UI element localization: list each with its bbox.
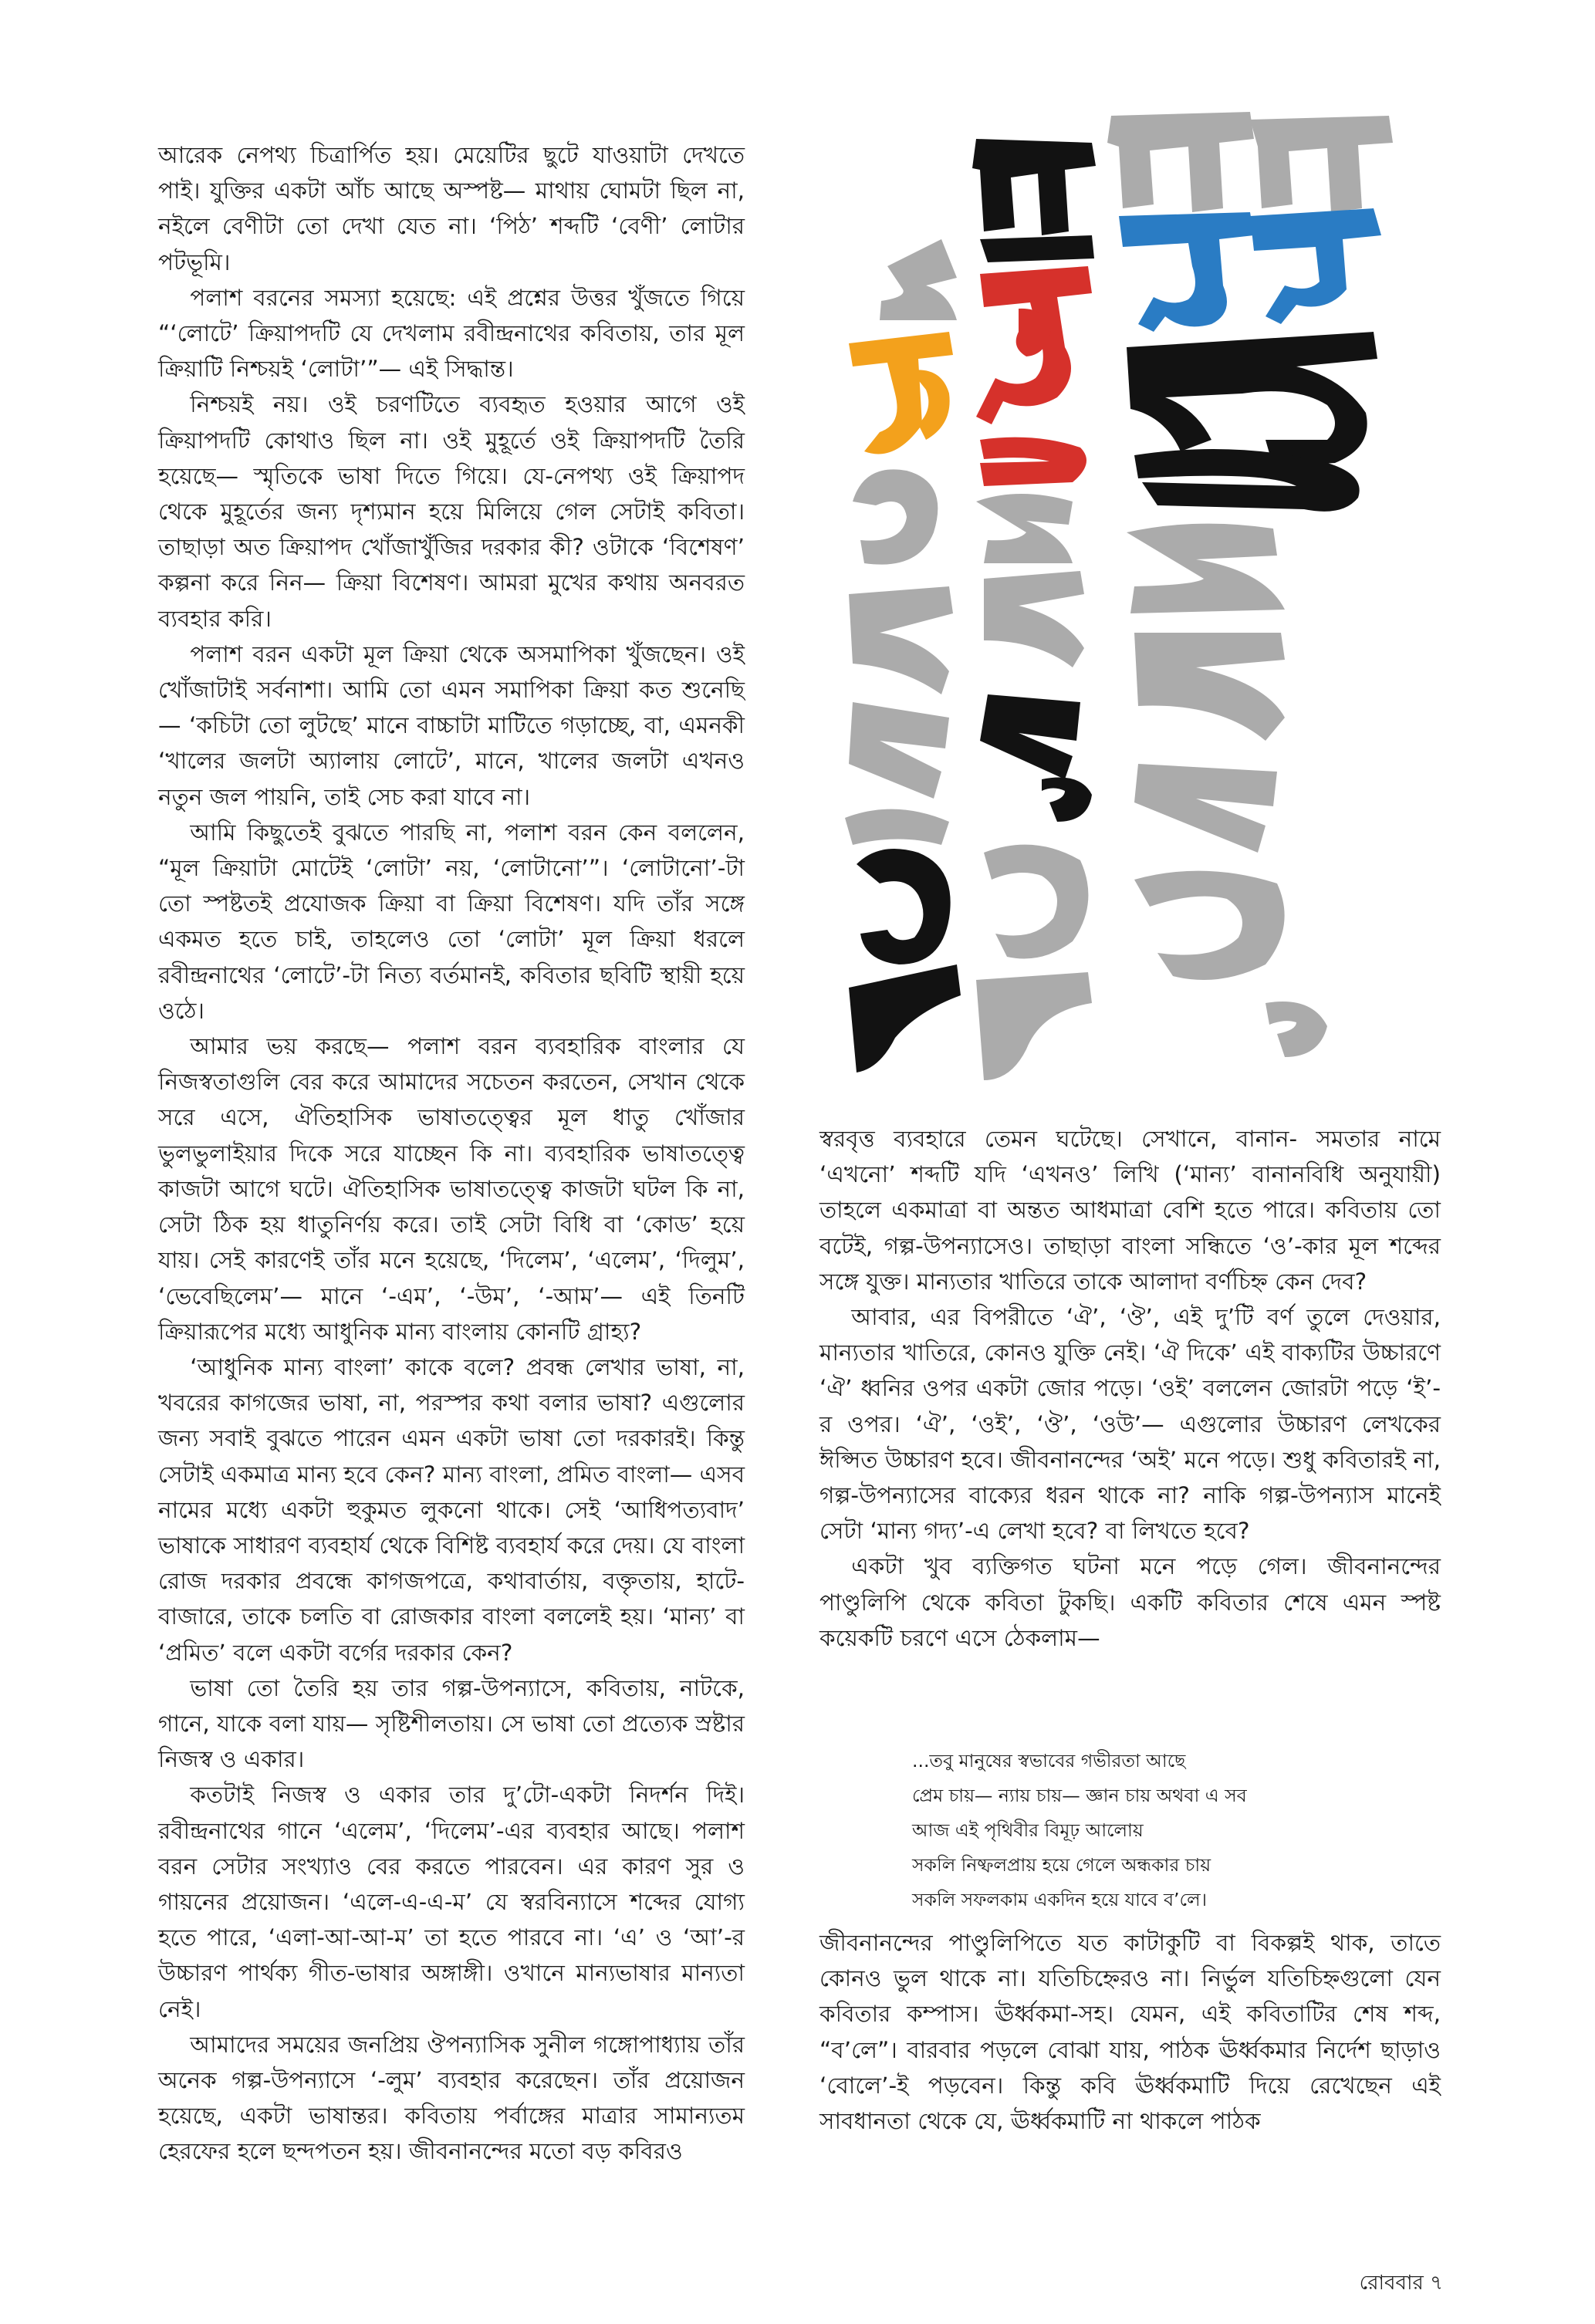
red-letter-stroke bbox=[980, 437, 1086, 486]
grey-letter-stroke bbox=[880, 239, 957, 320]
grey-letter-stroke bbox=[976, 494, 1073, 563]
grey-letter-stroke bbox=[984, 845, 1088, 959]
black-letter-stroke bbox=[849, 964, 961, 1072]
black-letter-stroke bbox=[972, 139, 1096, 235]
grey-letter-stroke bbox=[1134, 633, 1285, 741]
grey-letter-stroke bbox=[1134, 764, 1277, 853]
poem-line: সকলি নিষ্ফলপ্রায় হয়ে গেলে অন্ধকার চায় bbox=[912, 1854, 1211, 1876]
grey-letter-stroke bbox=[1127, 524, 1285, 613]
grey-letter-stroke bbox=[984, 571, 1084, 667]
black-letter-stroke bbox=[980, 235, 1094, 262]
paragraph: জীবনানন্দের পাণ্ডুলিপিতে যত কাটাকুটি বা বিকল্পই থাক, তাতে কোনও ভুল থাকে না। যতিচিহ্নেরও না। নির্ভুল যতিচিহ্নগুলো যেন কবিতার কম্পাস। ঊর্ধ্বকমা-সহ। যেমন, এই কবিতাটির শেষ শব্দ, “ব’লে”। বারবার পড়লে বোঝা যায়, পাঠক ঊর্ধ্বকমার নির্দেশ ছাড়াও ‘বোলে’-ই পড়বেন। কিন্তু কবি ঊর্ধ্বকমাটি দিয়ে রেখেছেন এই সাবধানতা থেকে যে, ঊর্ধ্বকমাটি না থাকলে পাঠক bbox=[819, 1930, 1441, 2135]
paragraph: আমি কিছুতেই বুঝতে পারছি না, পলাশ বরন কেন বললেন, “মূল ক্রিয়াটা মোটেই ‘লোটা’ নয়, ‘লোটানো’”। ‘লোটানো’-টা তো স্পষ্টতই প্রযোজক ক্রিয়া বা ক্রিয়া বিশেষণ। যদি তাঁর সঙ্গে একমত হতে চাই, তাহলেও তো ‘লোটা’ মূল ক্রিয়া ধরলে রবীন্দ্রনাথের ‘লোটে’-টা নিত্য বর্তমানই, কবিতার ছবিটি স্থায়ী হয়ে ওঠে। bbox=[158, 819, 745, 1024]
paragraph: নিশ্চয়ই নয়। ওই চরণটিতে ব্যবহৃত হওয়ার আগে ওই ক্রিয়াপদটি কোথাও ছিল না। ওই মুহূর্তে ওই ক্রিয়াপদটি তৈরি হয়েছে— স্মৃতিকে ভাষা দিতে গিয়ে। যে-নেপথ্য ওই ক্রিয়াপদ থেকে মুহূর্তের জন্য দৃশ্যমান হয়ে মিলিয়ে গেল সেটাই কবিতা। তাছাড়া অত ক্রিয়াপদ খোঁজাখুঁজির দরকার কী? ওটাকে ‘বিশেষণ’ কল্পনা করে নিন— ক্রিয়া বিশেষণ। আমরা মুখের কথায় অনবরত ব্যবহার করি। bbox=[158, 391, 745, 632]
grey-letter-stroke bbox=[1134, 871, 1285, 980]
grey-letter-stroke bbox=[849, 586, 953, 694]
right-column-top bbox=[819, 1121, 1441, 1656]
grey-letter-stroke bbox=[853, 469, 938, 564]
paragraph: ভাষা তো তৈরি হয় তার গল্প-উপন্যাসে, কবিতায়, নাটকে, গানে, যাকে বলা যায়— সৃষ্টিশীলতায়। সে ভাষা তো প্রত্যেক স্রষ্টার নিজস্ব ও একার। bbox=[158, 1674, 745, 1773]
paragraph: আরেক নেপথ্য চিত্রার্পিত হয়। মেয়েটির ছুটে যাওয়াটা দেখতে পাই। যুক্তির একটা আঁচ আছে অস্পষ্ট— মাথায় ঘোমটা ছিল না, নইলে বেণীটা তো দেখা যেত না। ‘পিঠ’ শব্দটি ‘বেণী’ লোটার পটভূমি। bbox=[158, 142, 745, 275]
blue-letter-stroke bbox=[1250, 208, 1381, 324]
grey-letter-stroke bbox=[1107, 112, 1254, 212]
poem-line: আজ এই পৃথিবীর বিমূঢ় আলোয় bbox=[912, 1819, 1144, 1841]
black-letter-stroke bbox=[1127, 332, 1377, 467]
paragraph: পলাশ বরনের সমস্যা হয়েছে: এই প্রশ্নের উত্তর খুঁজতে গিয়ে “‘লোটে’ ক্রিয়াপদটি যে দেখলাম রবীন্দ্রনাথের কবিতায়, তার মূল ক্রিয়াটি নিশ্চয়ই ‘লোটা’”— এই সিদ্ধান্ত। bbox=[158, 284, 745, 383]
left-column bbox=[158, 137, 745, 2170]
black-letter-stroke bbox=[857, 849, 951, 964]
blue-letter-stroke bbox=[1119, 212, 1254, 332]
poem-line: প্রেম চায়— ন্যায় চায়— জ্ঞান চায় অথবা এ সব bbox=[912, 1785, 1247, 1806]
grey-letter-stroke bbox=[849, 702, 949, 799]
grey-letter-stroke bbox=[1266, 1002, 1327, 1057]
grey-letter-stroke bbox=[976, 972, 1092, 1080]
poem-line: সকলি সফলকাম একদিন হয়ে যাবে ব’লে। bbox=[912, 1889, 1207, 1910]
paragraph: ‘আধুনিক মান্য বাংলা’ কাকে বলে? প্রবন্ধ লেখার ভাষা, না, খবরের কাগজের ভাষা, না, পরস্পর কথা বলার ভাষা? এগুলোর জন্য সবাই বুঝতে পারেন এমন একটা ভাষা তো দরকারই। কিন্তু সেটাই একমাত্র মান্য হবে কেন? মান্য বাংলা, প্রমিত বাংলা— এসব নামের মধ্যে একটা হুকুমত লুকনো থাকে। সেই ‘আধিপত্যবাদ’ ভাষাকে সাধারণ ব্যবহার্য থেকে বিশিষ্ট ব্যবহার্য করে দেয়। যে বাংলা রোজ দরকার প্রবন্ধে কাগজপত্রে, কথাবার্তায়, বক্তৃতায়, হাটে-বাজারে, তাকে চলতি বা রোজকার বাংলা বললেই হয়। ‘মান্য’ বা ‘প্রমিত’ বলে একটা বর্গের দরকার কেন? bbox=[158, 1353, 745, 1666]
black-letter-stroke bbox=[1042, 778, 1092, 823]
paragraph: পলাশ বরন একটা মূল ক্রিয়া থেকে অসমাপিকা খুঁজছেন। ওই খোঁজাটাই সর্বনাশা। আমি তো এমন সমাপিকা ক্রিয়া কত শুনেছি— ‘কচিটা তো লুটছে’ মানে বাচ্চাটা মাটিতে গড়াচ্ছে, বা, এমনকী ‘খালের জলটা অ্যালায় লোটে’, মানে, খালের জলটা এখনও নতুন জল পায়নি, তাই সেচ করা যাবে না। bbox=[158, 640, 745, 810]
paragraph: আমাদের সময়ের জনপ্রিয় ঔপন্যাসিক সুনীল গঙ্গোপাধ্যায় তাঁর অনেক গল্প-উপন্যাসে ‘-লুম’ ব্যবহার করেছেন। তাঁর প্রয়োজন হয়েছে, একটা ভাষান্তর। কবিতায় পর্বাঙ্গের মাত্রার সামান্যতম হেরফের হলে ছন্দপতন হয়। জীবনানন্দের মতো বড় কবিরও bbox=[158, 2031, 745, 2165]
paragraph: একটা খুব ব্যক্তিগত ঘটনা মনে পড়ে গেল। জীবনানন্দের পাণ্ডুলিপি থেকে কবিতা টুকছি। একটি কবিতার শেষে এমন স্পষ্ট কয়েকটি চরণে এসে ঠেকলাম— bbox=[819, 1553, 1441, 1651]
calligraphy-strokes bbox=[845, 112, 1393, 1080]
quoted-poem bbox=[912, 1744, 1437, 1917]
grey-letter-stroke bbox=[845, 809, 949, 845]
paragraph: আবার, এর বিপরীতে ‘ঐ’, ‘ঔ’, এই দু’টি বর্ণ তুলে দেওয়ার, মান্যতার খাতিরে, কোনও যুক্তি নেই। ‘ঐ দিকে’ এই বাক্যটির উচ্চারণে ‘ঐ’ ধ্বনির ওপর একটা জোর পড়ে। ‘ওই’ বললেন জোরটা পড়ে ‘ই’-র ওপর। ‘ঐ’, ‘ওই’, ‘ঔ’, ‘ওউ’— এগুলোর উচ্চারণ লেখকের ঈপ্সিত উচ্চারণ হবে। জীবনানন্দের ‘অই’ মনে পড়ে। শুধু কবিতারই না, গল্প-উপন্যাসের বাক্যের ধরন থাকে না? নাকি গল্প-উপন্যাস মানেই সেটা ‘মান্য গদ্য’-এ লেখা হবে? বা লিখতে হবে? bbox=[819, 1304, 1441, 1545]
page-footer: রোববার ৭ bbox=[1359, 2272, 1443, 2295]
paragraph: কতটাই নিজস্ব ও একার তার দু’টো-একটা নিদর্শন দিই। রবীন্দ্রনাথের গানে ‘এলেম’, ‘দিলেম’-এর ব্যবহার আছে। পলাশ বরন সেটার সংখ্যাও বের করতে পারবেন। এর কারণ সুর ও গায়নের প্রয়োজন। ‘এলে-এ-এ-ম’ যে স্বরবিন্যাসে শব্দের যোগ্য হতে পারে, ‘এলা-আ-আ-ম’ তা হতে পারবে না। ‘এ’ ও ‘আ’-র উচ্চারণ পার্থক্য গীত-ভাষার অঙ্গাঙ্গী। ওখানে মান্যভাষার মান্যতা নেই। bbox=[158, 1782, 745, 2022]
poem-line: ...তবু মানুষের স্বভাবের গভীরতা আছে bbox=[912, 1750, 1186, 1772]
grey-letter-stroke bbox=[1250, 116, 1393, 212]
black-letter-stroke bbox=[980, 694, 1080, 779]
right-column-bottom bbox=[819, 1925, 1441, 2139]
calligraphy-artwork bbox=[833, 100, 1420, 1103]
paragraph: স্বরবৃত্ত ব্যবহারে তেমন ঘটেছে। সেখানে, বানান- সমতার নামে ‘এখনো’ শব্দটি যদি ‘এখনও’ লিখি (‘মান্য’ বানানবিধি অনুযায়ী) তাহলে একমাত্রা বা অন্তত আধমাত্রা বেশি হতে পারে। কবিতায় তো বটেই, গল্প-উপন্যাসেও। তাছাড়া বাংলা সন্ধিতে ‘ও’-কার মূল শব্দের সঙ্গে যুক্ত। মান্যতার খাতিরে তাকে আলাদা বর্ণচিহ্ন কেন দেব? bbox=[819, 1126, 1441, 1295]
paragraph: আমার ভয় করছে— পলাশ বরন ব্যবহারিক বাংলার যে নিজস্বতাগুলি বের করে আমাদের সচেতন করতেন, সেখান থেকে সরে এসে, ঐতিহাসিক ভাষাতত্ত্বের মূল ধাতু খোঁজার ভুলভুলাইয়ার দিকে সরে যাচ্ছেন কি না। ব্যবহারিক ভাষাতত্ত্বে কাজটা আগে ঘটে। ঐতিহাসিক ভাষাতত্ত্বে কাজটা ঘটল কি না, সেটা ঠিক হয় ধাতুনির্ণয় করে। তাই সেটা বিধি বা ‘কোড’ হয়ে যায়। সেই কারণেই তাঁর মনে হয়েছে, ‘দিলেম’, ‘এলেম’, ‘দিলুম’, ‘ভেবেছিলেম’— মানে ‘-এম’, ‘-উম’, ‘-আম’— এই তিনটি ক্রিয়ারূপের মধ্যে আধুনিক মান্য বাংলায় কোনটি গ্রাহ্য? bbox=[158, 1033, 745, 1345]
